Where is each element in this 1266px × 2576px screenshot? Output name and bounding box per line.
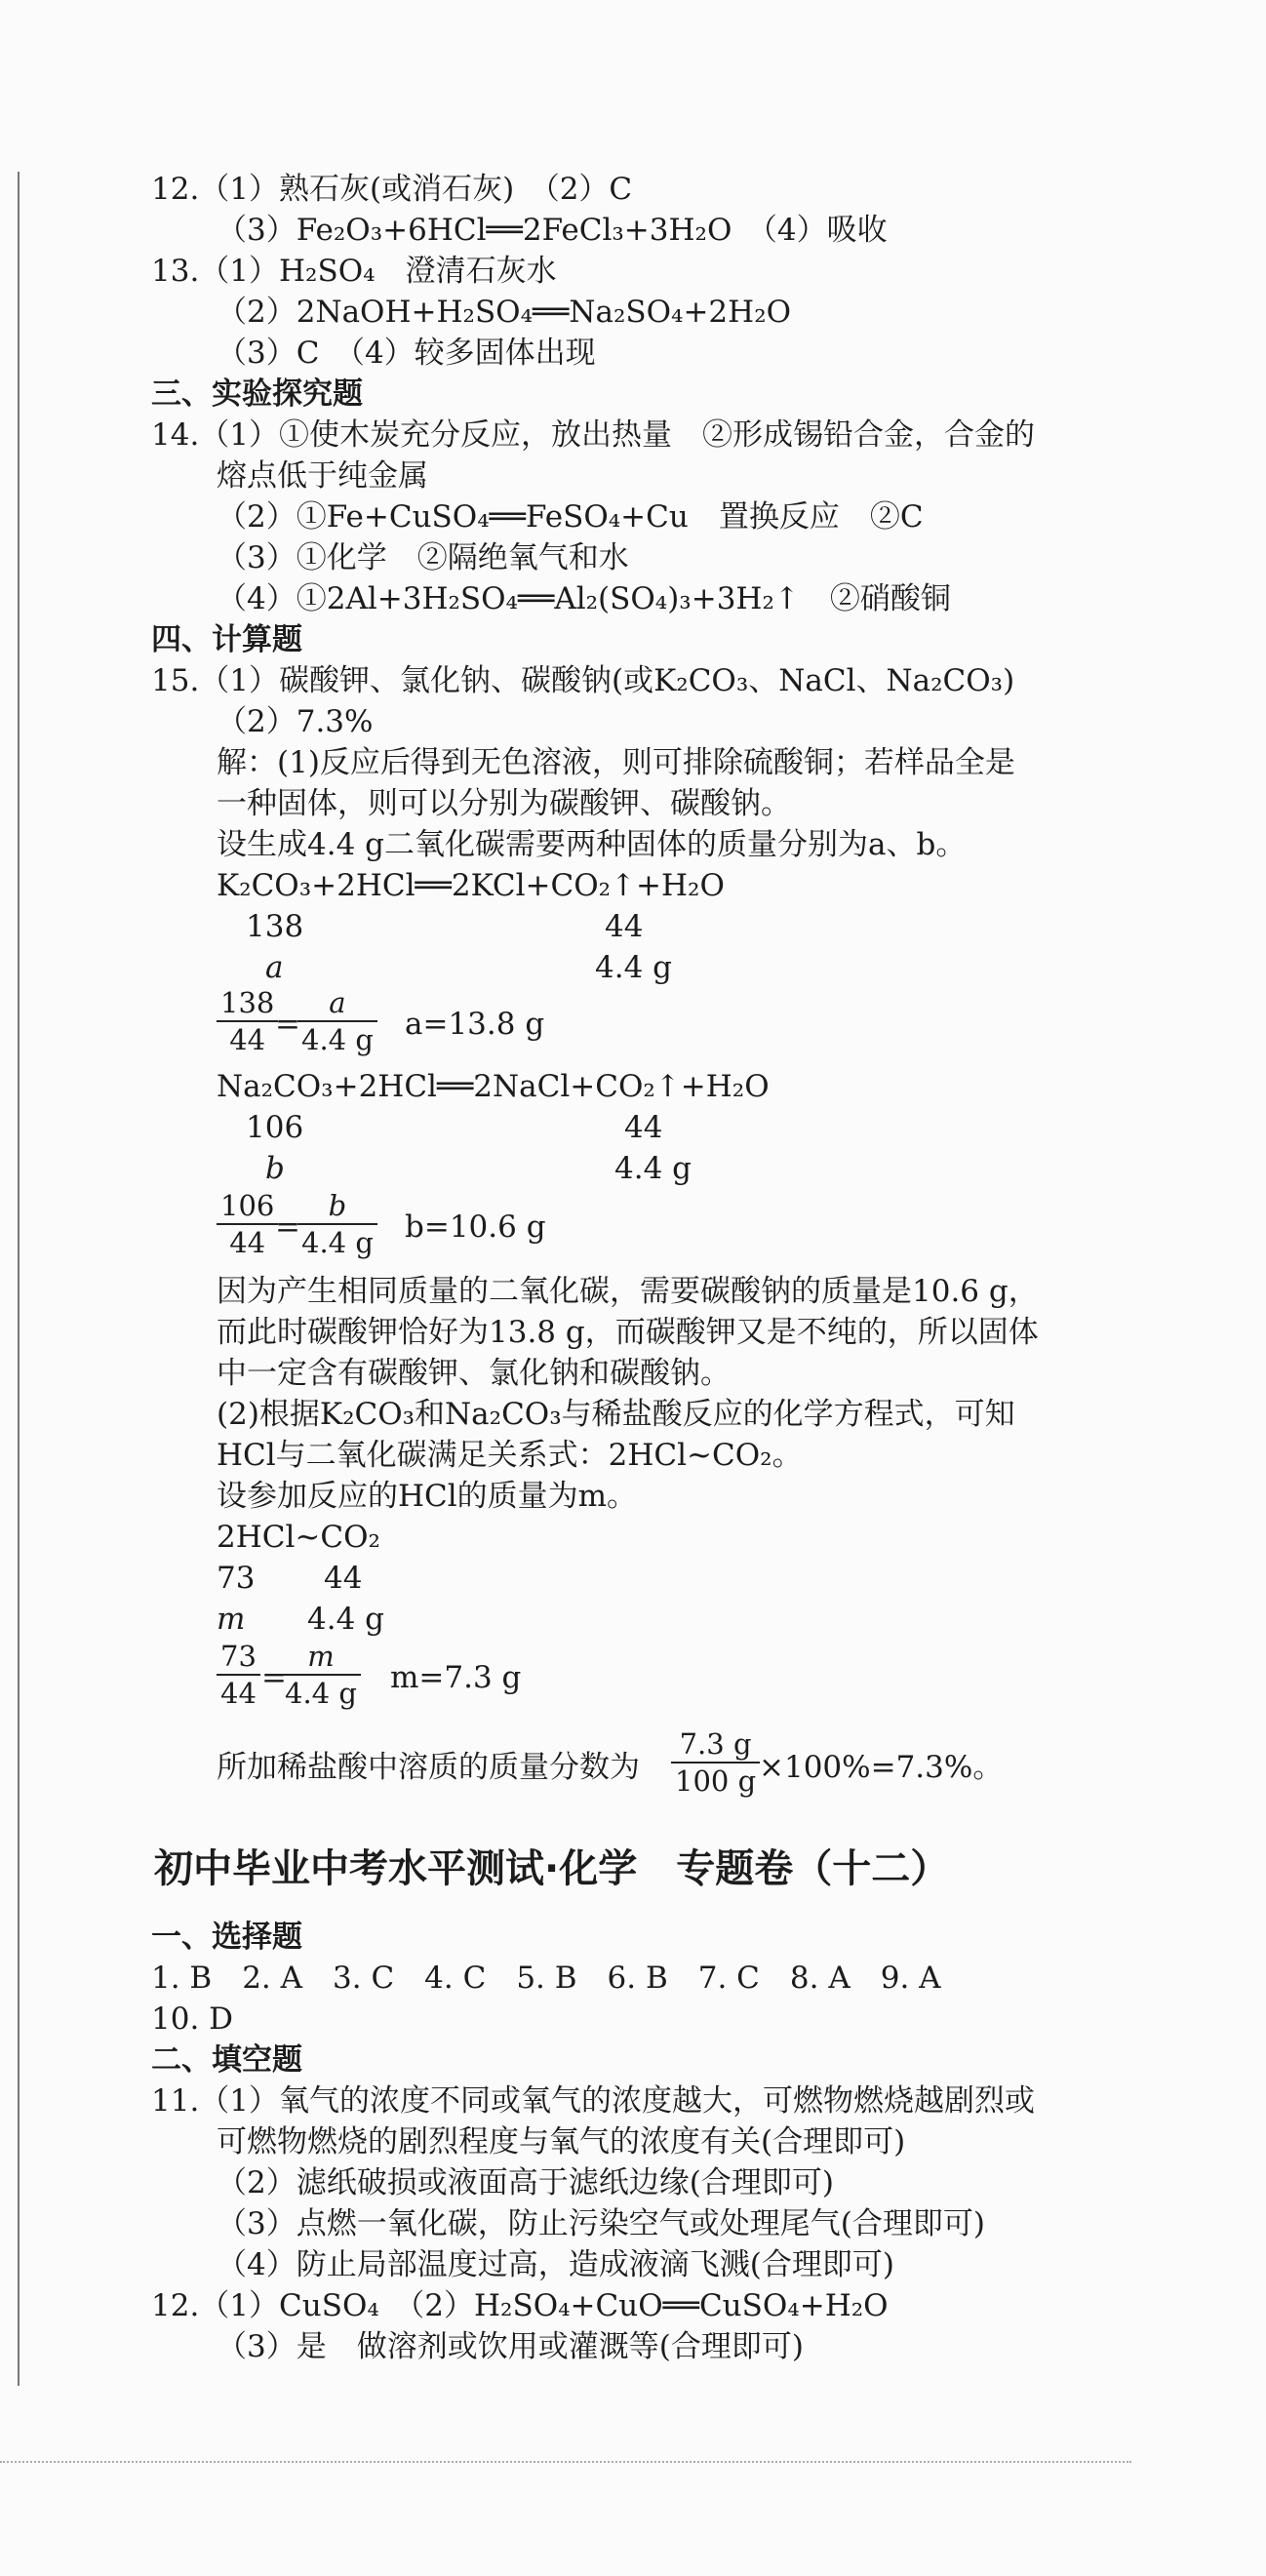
answer-line: 12.（1）熟石灰(或消石灰) （2）C bbox=[151, 172, 633, 207]
solution-line: 所加稀盐酸中溶质的质量分数为 bbox=[217, 1750, 640, 1785]
answer-line: 10. D bbox=[151, 2001, 234, 2037]
equation-coefficient: 106 bbox=[246, 1110, 304, 1145]
section-heading: 二、填空题 bbox=[151, 2042, 302, 2078]
fraction: $\frac{106}{44}$ bbox=[217, 1188, 278, 1260]
result-line: a=13.8 g bbox=[405, 1007, 545, 1042]
fraction: $\frac{7.3 g}{100 g}$ bbox=[671, 1726, 760, 1799]
fraction: $\frac{a}{4.4 g}$ bbox=[297, 985, 377, 1057]
answer-line: （2）滤纸破损或液面高于滤纸边缘(合理即可) bbox=[217, 2165, 834, 2200]
answer-line: （2）①Fe+CuSO₄══FeSO₄+Cu 置换反应 ②C bbox=[217, 499, 924, 535]
equation-coefficient: 44 bbox=[324, 1561, 363, 1596]
solution-line: 设参加反应的HCl的质量为m。 bbox=[217, 1479, 638, 1514]
solution-line: 因为产生相同质量的二氧化碳，需要碳酸钠的质量是10.6 g， bbox=[217, 1274, 1039, 1309]
answer-line: （3）C （4）较多固体出现 bbox=[217, 336, 596, 371]
answer-line: （2）7.3% bbox=[217, 704, 374, 739]
solution-line: 解：(1)反应后得到无色溶液，则可排除硫酸铜；若样品全是 bbox=[217, 745, 1015, 780]
equals-sign: = bbox=[275, 1209, 300, 1245]
paper-title: 初中毕业中考水平测试·化学 专题卷（十二） bbox=[154, 1846, 950, 1891]
answer-line: （2）2NaOH+H₂SO₄══Na₂SO₄+2H₂O bbox=[217, 295, 792, 330]
answer-line: （3）是 做溶剂或饮用或灌溉等(合理即可) bbox=[217, 2329, 804, 2364]
solution-line: HCl与二氧化碳满足关系式：2HCl~CO₂。 bbox=[217, 1438, 803, 1473]
answer-line: （3）①化学 ②隔绝氧气和水 bbox=[217, 540, 629, 575]
equation-value: 4.4 g bbox=[614, 1151, 692, 1186]
answer-line: 可燃物燃烧的剧烈程度与氧气的浓度有关(合理即可) bbox=[217, 2124, 906, 2160]
solution-line: 一种固体，则可以分别为碳酸钾、碳酸钠。 bbox=[217, 786, 791, 821]
section-heading: 三、实验探究题 bbox=[151, 376, 363, 412]
equation-line: K₂CO₃+2HCl══2KCl+CO₂↑+H₂O bbox=[217, 868, 725, 903]
solution-line: ×100%=7.3%。 bbox=[759, 1750, 1004, 1785]
result-line: m=7.3 g bbox=[390, 1660, 522, 1695]
answer-line: 11.（1）氧气的浓度不同或氧气的浓度越大，可燃物燃烧越剧烈或 bbox=[151, 2083, 1036, 2119]
answer-line: 熔点低于纯金属 bbox=[217, 458, 428, 494]
solution-line: (2)根据K₂CO₃和Na₂CO₃与稀盐酸反应的化学方程式，可知 bbox=[217, 1397, 1015, 1432]
equation-value: 4.4 g bbox=[307, 1602, 384, 1637]
equation-variable: b bbox=[265, 1151, 285, 1186]
fraction: $\frac{73}{44}$ bbox=[217, 1639, 260, 1711]
equation-variable: m bbox=[217, 1602, 246, 1637]
equation-coefficient: 138 bbox=[246, 909, 304, 944]
equation-variable: a bbox=[265, 950, 284, 985]
section-heading: 四、计算题 bbox=[151, 622, 302, 657]
equation-line: 2HCl~CO₂ bbox=[217, 1520, 380, 1555]
answer-line: （3）点燃一氧化碳，防止污染空气或处理尾气(合理即可) bbox=[217, 2206, 985, 2241]
fraction: $\frac{m}{4.4 g}$ bbox=[281, 1639, 361, 1711]
equals-sign: = bbox=[275, 1007, 300, 1042]
result-line: b=10.6 g bbox=[405, 1209, 546, 1245]
equals-sign: = bbox=[261, 1660, 287, 1695]
equation-line: Na₂CO₃+2HCl══2NaCl+CO₂↑+H₂O bbox=[217, 1069, 770, 1104]
equation-coefficient: 73 bbox=[217, 1561, 256, 1596]
answer-line: （3）Fe₂O₃+6HCl══2FeCl₃+3H₂O （4）吸收 bbox=[217, 213, 888, 248]
left-margin-rule bbox=[18, 172, 20, 2386]
answer-line: 15.（1）碳酸钾、氯化钠、碳酸钠(或K₂CO₃、NaCl、Na₂CO₃) bbox=[151, 663, 1015, 698]
section-heading: 一、选择题 bbox=[151, 1920, 302, 1955]
answer-line: 14.（1）①使木炭充分反应，放出热量 ②形成锡铅合金，合金的 bbox=[151, 417, 1036, 453]
fraction: $\frac{b}{4.4 g}$ bbox=[297, 1188, 377, 1260]
answer-line: （4）①2Al+3H₂SO₄══Al₂(SO₄)₃+3H₂↑ ②硝酸铜 bbox=[217, 581, 951, 616]
answer-line: 12.（1）CuSO₄ （2）H₂SO₄+CuO══CuSO₄+H₂O bbox=[151, 2288, 889, 2323]
solution-line: 中一定含有碳酸钾、氯化钠和碳酸钠。 bbox=[217, 1356, 731, 1391]
answer-line: 1. B 2. A 3. C 4. C 5. B 6. B 7. C 8. A 9. A bbox=[151, 1961, 941, 1996]
equation-coefficient: 44 bbox=[624, 1110, 663, 1145]
bottom-dotted-rule bbox=[0, 2461, 1131, 2463]
answer-line: 13.（1）H₂SO₄ 澄清石灰水 bbox=[151, 254, 557, 289]
equation-coefficient: 44 bbox=[605, 909, 644, 944]
solution-line: 设生成4.4 g二氧化碳需要两种固体的质量分别为a、b。 bbox=[217, 827, 967, 862]
solution-line: 而此时碳酸钾恰好为13.8 g，而碳酸钾又是不纯的，所以固体 bbox=[217, 1315, 1039, 1350]
equation-value: 4.4 g bbox=[595, 950, 672, 985]
fraction: $\frac{138}{44}$ bbox=[217, 985, 278, 1057]
answer-line: （4）防止局部温度过高，造成液滴飞溅(合理即可) bbox=[217, 2247, 894, 2282]
